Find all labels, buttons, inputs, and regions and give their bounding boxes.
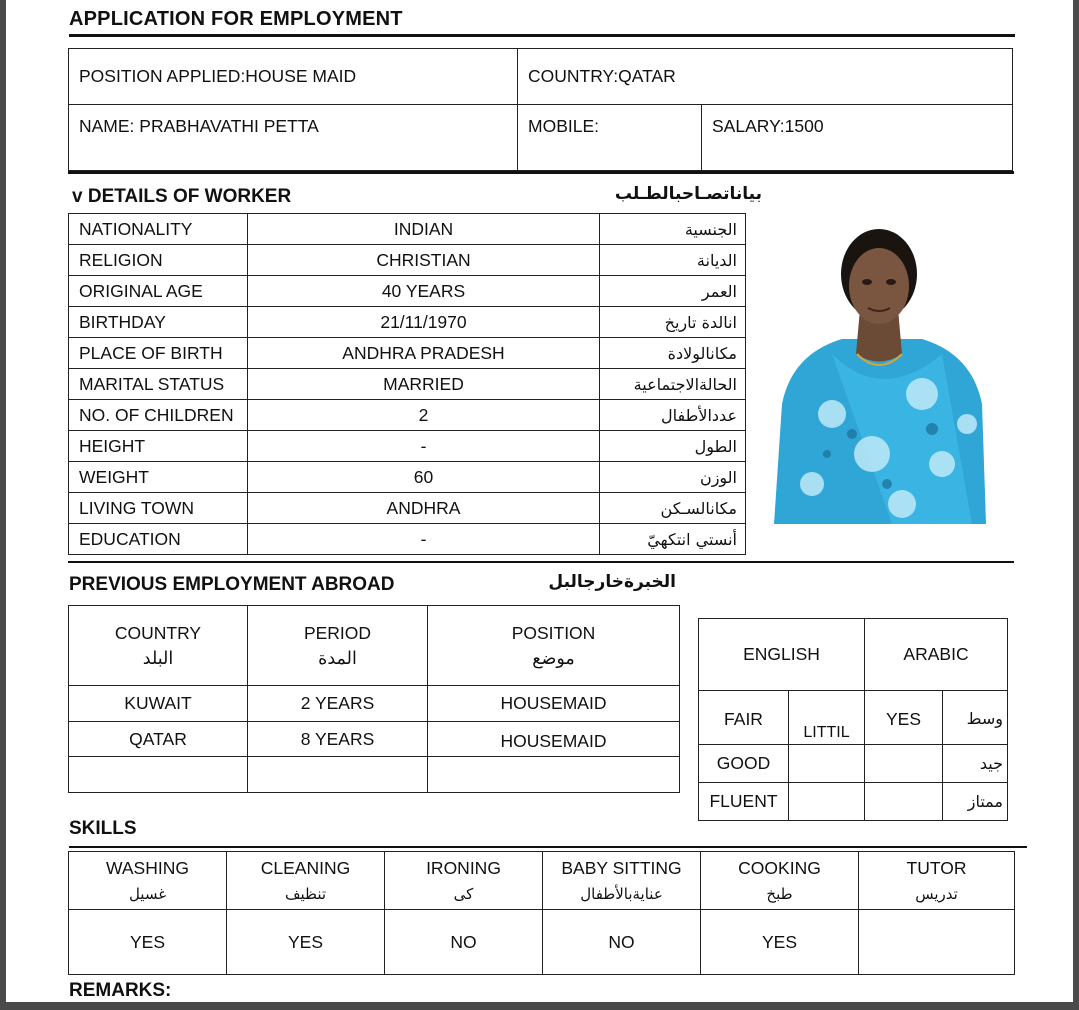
skills-table [68,851,1015,975]
prev-row-2-position: HOUSEMAID [428,722,680,757]
details-value: ANDHRA PRADESH [248,338,600,369]
skill-header [385,852,543,910]
salary: SALARY:1500 [702,105,1013,171]
details-row [69,462,746,493]
details-label-ar: انالدة تاريخ [600,307,746,338]
prev-row-2-country: QATAR [69,722,248,757]
remarks-label: REMARKS: [69,980,172,1001]
details-value: ANDHRA [248,493,600,524]
details-value: 40 YEARS [248,276,600,307]
details-label: EDUCATION [69,524,248,555]
lang-fluent-arabic-value [865,783,943,821]
skill-name-ar: عنايةبالأطفال [580,884,663,903]
prev-header-position-ar: موضع [532,648,575,669]
header-rule [68,171,1014,174]
page-title: APPLICATION FOR EMPLOYMENT [69,8,403,30]
prev-header-period-en: PERIOD [303,622,372,643]
details-label: HEIGHT [69,431,248,462]
title-rule [69,34,1015,37]
details-row [69,431,746,462]
prev-header-country [69,606,248,686]
skill-name: CLEANING [260,857,351,878]
prev-header-period [248,606,428,686]
application-page [6,0,1073,1002]
skill-header [543,852,701,910]
skill-value: YES [701,910,859,975]
previous-title: PREVIOUS EMPLOYMENT ABROAD [69,574,395,595]
details-label: RELIGION [69,245,248,276]
prev-row-3-period [248,757,428,793]
details-label-ar: الجنسية [600,214,746,245]
details-label: PLACE OF BIRTH [69,338,248,369]
prev-header-period-ar: المدة [318,648,357,669]
details-value: - [248,524,600,555]
details-label: MARITAL STATUS [69,369,248,400]
lang-fluent-english-value [789,783,865,821]
previous-table [68,605,680,793]
details-row [69,214,746,245]
lang-good-ar: جيد [943,745,1008,783]
skill-name: BABY SITTING [561,857,682,878]
mobile: MOBILE: [518,105,702,171]
lang-fair-arabic-value: YES [865,691,943,745]
skill-value: YES [69,910,227,975]
worker-photo [772,204,986,524]
lang-good-english-value [789,745,865,783]
prev-header-position [428,606,680,686]
details-value: 2 [248,400,600,431]
prev-row-2-period: 8 YEARS [248,722,428,757]
header-table [68,48,1013,171]
lang-good-arabic-value [865,745,943,783]
lang-fair-ar: وسط [943,691,1008,745]
details-value: 60 [248,462,600,493]
skill-header [859,852,1015,910]
lang-good: GOOD [699,745,789,783]
details-row [69,524,746,555]
details-label-ar: العمر [600,276,746,307]
details-label-ar: مكانالسـكن [600,493,746,524]
worker-name: NAME: PRABHAVATHI PETTA [69,105,518,171]
skill-name: TUTOR [906,857,967,878]
details-rule [68,561,1014,563]
details-value: INDIAN [248,214,600,245]
lang-arabic: ARABIC [865,619,1008,691]
skill-value [859,910,1015,975]
skill-name: IRONING [426,857,501,878]
lang-fluent: FLUENT [699,783,789,821]
details-label-ar: عددالأطفال [600,400,746,431]
details-value: - [248,431,600,462]
skill-header [701,852,859,910]
details-label-ar: الطول [600,431,746,462]
lang-english: ENGLISH [699,619,865,691]
details-value: 21/11/1970 [248,307,600,338]
position-applied: POSITION APPLIED:HOUSE MAID [69,49,518,105]
lang-fluent-ar: ممتاز [943,783,1008,821]
details-label: NO. OF CHILDREN [69,400,248,431]
details-title-ar: بياناتصـاحبالطـلب [614,184,762,204]
skill-header [227,852,385,910]
skill-name-ar: کی [453,884,474,903]
skill-name: WASHING [106,857,189,878]
details-table [68,213,746,555]
details-label: NATIONALITY [69,214,248,245]
details-row [69,245,746,276]
details-label-ar: مكانالولادة [600,338,746,369]
prev-row-1-country: KUWAIT [69,686,248,722]
skill-name-ar: تنظيف [284,884,327,903]
lang-fair-english-value: LITTIL [789,691,865,745]
details-label-ar: الديانة [600,245,746,276]
skill-value: YES [227,910,385,975]
prev-row-1-period: 2 YEARS [248,686,428,722]
details-row [69,400,746,431]
previous-title-ar: الخبرةخارجالبل [548,572,676,592]
details-label-ar: الحالةالاجتماعية [600,369,746,400]
prev-header-country-ar: البلد [142,648,174,669]
skill-name-ar: طبخ [766,884,793,903]
details-label-ar: الوزن [600,462,746,493]
details-row [69,307,746,338]
details-row [69,369,746,400]
details-row [69,276,746,307]
skill-value: NO [385,910,543,975]
details-label-ar: أنستي انتكهيّ [600,524,746,555]
details-value: CHRISTIAN [248,245,600,276]
details-row [69,338,746,369]
skill-name: COOKING [738,857,821,878]
country-applied: COUNTRY:QATAR [518,49,1013,105]
prev-row-1-position: HOUSEMAID [428,686,680,722]
lang-fair: FAIR [699,691,789,745]
prev-header-position-en: POSITION [511,622,596,643]
skill-value: NO [543,910,701,975]
prev-row-3-country [69,757,248,793]
skills-rule [69,846,1027,848]
details-title: v DETAILS OF WORKER [72,186,292,207]
details-row [69,493,746,524]
details-value: MARRIED [248,369,600,400]
skill-header [69,852,227,910]
skill-name-ar: تدريس [915,884,958,903]
prev-header-country-en: COUNTRY [114,622,202,643]
details-label: WEIGHT [69,462,248,493]
details-label: LIVING TOWN [69,493,248,524]
details-label: BIRTHDAY [69,307,248,338]
details-label: ORIGINAL AGE [69,276,248,307]
languages-table [698,618,1008,821]
skill-name-ar: غسيل [128,884,167,903]
skills-title: SKILLS [69,818,137,839]
prev-row-3-position [428,757,680,793]
